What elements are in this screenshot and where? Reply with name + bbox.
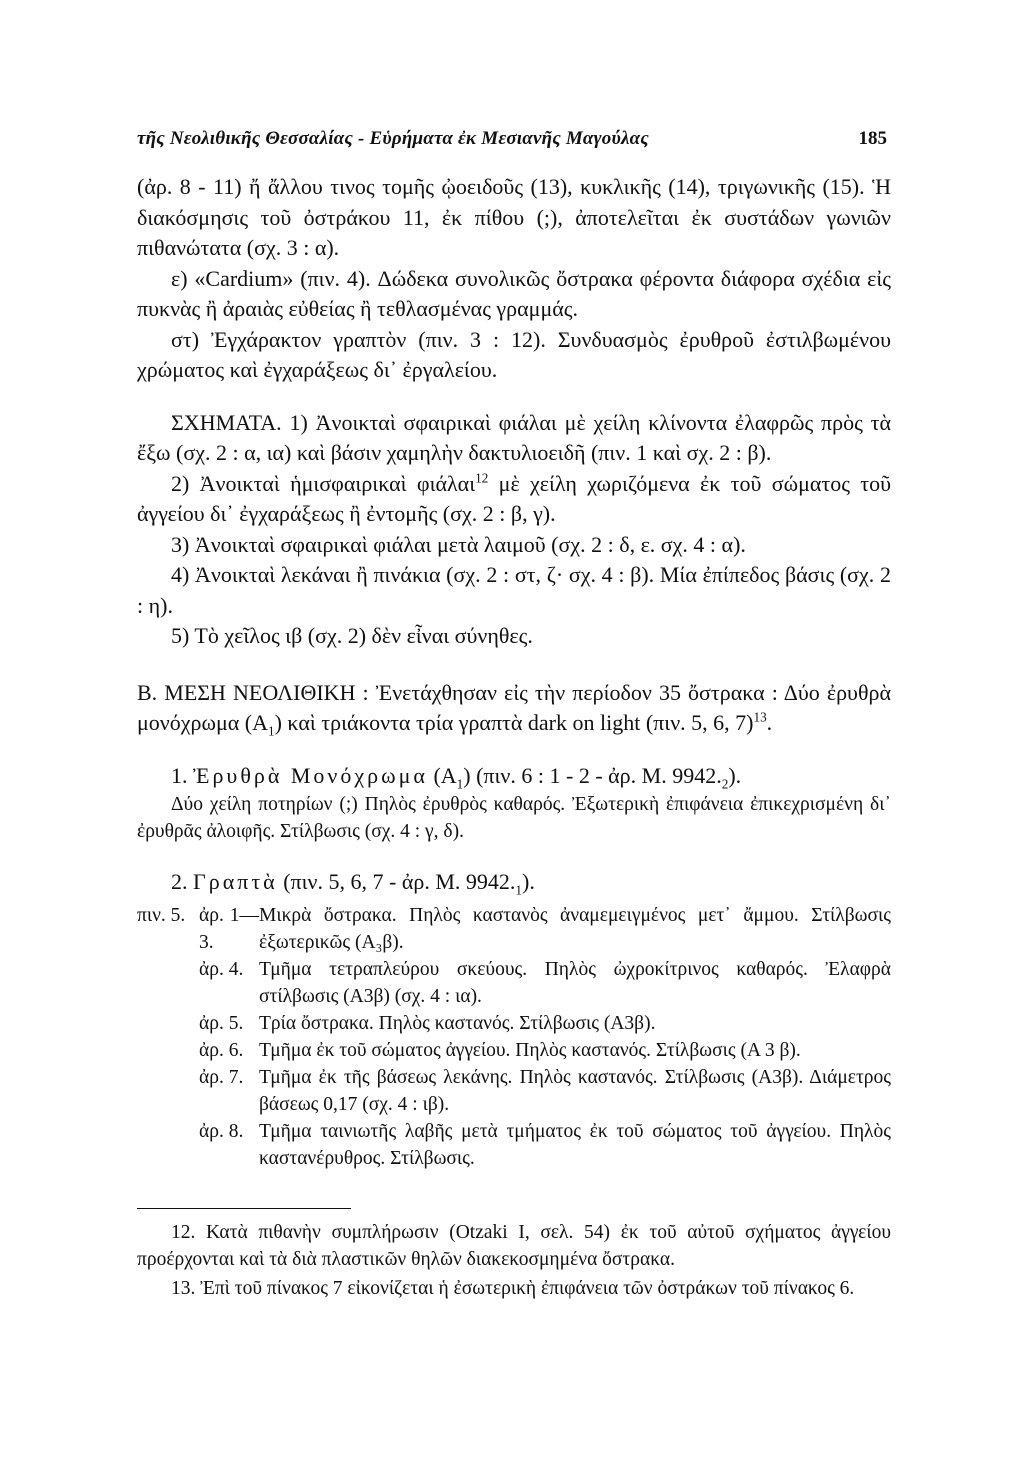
main-text: [137, 172, 891, 1304]
footnote-ref[interactable]: 13: [753, 709, 767, 725]
item-description: Τμῆμα τετραπλεύρου σκεύους. Πηλὸς ὠχροκίτρινος καθαρός. Ἐλαφρὰ στίλβωσις (A3β) (σχ. 4 : ια).: [259, 958, 891, 1007]
running-head: [137, 128, 887, 150]
item-description: Τμῆμα ἐκ τῆς βάσεως λεκάνης. Πηλὸς καστανός. Στίλβωσις (A3β). Διάμετρος βάσεως 0,17 (σχ. 4 : ιβ).: [259, 1066, 891, 1115]
subscript: 1: [456, 775, 464, 791]
paragraph: στ) Ἐγχάρακτον γραπτὸν (πιν. 3 : 12). Συνδυασμὸς ἐρυθροῦ ἐστιλβωμένου χρώματος καὶ ἐγχαράξεως δι᾽ ἐργαλείου.: [137, 326, 891, 382]
page-number: 185: [858, 128, 887, 149]
subheading: [137, 761, 891, 792]
item-number: ἀρ. 1—3.: [199, 904, 259, 953]
paragraph: 5) Τὸ χεῖλος ιβ (σχ. 2) δὲν εἶναι σύνηθες.: [171, 623, 533, 648]
text-run: μὲ χείλη χωριζόμενα ἐκ τοῦ σώματος τοῦ ἀγγείου δι᾽ ἐγχαράξεως ἢ ἐντομῆς (σχ. 2 : β, γ).: [137, 470, 892, 526]
paragraph: (ἀρ. 8 - 11) ἤ ἄλλου τινος τομῆς ᾠοειδοῦς (13), κυκλικῆς (14), τριγωνικῆς (15). Ἡ διακόσμησις τοῦ ὀστράκου 11, ἐκ πίθου (;), ἀποτελεῖται ἐκ συστάδων γωνιῶν πιθανώτατα (σχ. 3 : α).: [137, 174, 891, 260]
text-run: ) καὶ τριάκοντα τρία γραπτὰ dark on light (πιν. 5, 6, 7): [274, 710, 754, 735]
list-item: [199, 1037, 891, 1064]
text-run: 2) Ἀνοικταὶ ἡμισφαιρικαὶ φιάλαι: [171, 470, 476, 496]
plate-label: πιν. 5.: [137, 904, 186, 926]
text-run: 2.: [171, 869, 193, 894]
item-number: ἀρ. 4.: [199, 958, 244, 980]
list-item: [137, 902, 891, 956]
list-item: [199, 1010, 891, 1037]
text-run: 1.: [171, 762, 193, 788]
item-number: ἀρ. 7.: [199, 1066, 244, 1088]
spaced-title: Ἐρυθρὰ Μονόχρωμα: [193, 762, 428, 788]
item-description: Τμῆμα ἐκ τοῦ σώματος ἀγγείου. Πηλὸς καστανός. Στίλβωσις (A 3 β).: [259, 1039, 801, 1061]
footnote-divider: [137, 1208, 351, 1209]
running-title: τῆς Νεολιθικῆς Θεσσαλίας - Εὑρήματα ἐκ Μεσιανῆς Μαγούλας: [137, 128, 649, 149]
subheading: [137, 867, 891, 898]
text-run: (πιν. 5, 6, 7 - ἀρ. M. 9942.: [277, 869, 516, 894]
list-item: [199, 1118, 891, 1172]
text-run: ).: [728, 762, 742, 788]
paragraph: [137, 469, 891, 530]
text-run: ).: [522, 869, 535, 894]
text-run: B. ΜΕΣΗ ΝΕΟΛΙΘΙΚΗ : Ἐνετάχθησαν εἰς τὴν περίοδον 35 ὄστρακα : Δύο ἐρυθρὰ μονόχρωμα (A: [137, 679, 891, 735]
paragraph: ε) «Cardium» (πιν. 4). Δώδεκα συνολικῶς ὄστρακα φέροντα διάφορα σχέδια εἰς πυκνὰς ἢ ἀραιὰς εὐθείας ἢ τεθλασμένας γραμμάς.: [137, 265, 891, 321]
footnotes: [137, 1219, 891, 1302]
list-item: [199, 1064, 891, 1118]
spaced-title: Γραπτὰ: [193, 869, 278, 894]
item-number: ἀρ. 6.: [199, 1039, 244, 1061]
subscript: 1: [268, 723, 275, 739]
item-description: Τμῆμα ταινιωτῆς λαβῆς μετὰ τμήματος ἐκ τοῦ σώματος τοῦ ἀγγείου. Πηλὸς καστανέρυθρος. Στίλβωσις.: [259, 1120, 891, 1169]
catalogue-list: [137, 902, 891, 1172]
list-item: [199, 956, 891, 1010]
item-number: ἀρ. 5.: [199, 1012, 244, 1034]
text-run: (A: [427, 762, 457, 788]
item-number: ἀρ. 8.: [199, 1120, 244, 1142]
item-description: Τρία ὄστρακα. Πηλὸς καστανός. Στίλβωσις (A3β).: [259, 1012, 656, 1034]
subscript: 1: [515, 882, 522, 898]
subscript: 2: [721, 775, 729, 791]
text-run: .: [766, 710, 773, 735]
footnote: 12. Κατὰ πιθανὴν συμπλήρωσιν (Otzaki I, σελ. 54) ἐκ τοῦ αὐτοῦ σχήματος ἀγγείου προέρχονται καὶ τὰ διὰ πλαστικῶν θηλῶν διακεκοσμημένα ὄστρακα.: [137, 1221, 891, 1270]
item-description: Μικρὰ ὄστρακα. Πηλὸς καστανὸς ἀναμεμειγμένος μετ᾽ ἄμμου. Στίλβωσις ἐξωτερικῶς (A₃β).: [259, 904, 891, 953]
paragraph: 4) Ἀνοικταὶ λεκάναι ἢ πινάκια (σχ. 2 : στ, ζ· σχ. 4 : β). Μία ἐπίπεδος βάσις (σχ. 2 : η).: [137, 562, 891, 618]
paragraph: Δύο χείλη ποτηρίων (;) Πηλὸς ἐρυθρὸς καθαρός. Ἐξωτερικὴ ἐπιφάνεια ἐπικεχρισμένη δι᾽ ἐρυθρᾶς ἀλοιφῆς. Στίλβωσις (σχ. 4 : γ, δ).: [137, 794, 891, 842]
section-heading-paragraph: [137, 678, 891, 739]
paragraph: 3) Ἀνοικταὶ σφαιρικαὶ φιάλαι μετὰ λαιμοῦ (σχ. 2 : δ, ε. σχ. 4 : α).: [171, 531, 746, 557]
footnote: 13. Ἐπὶ τοῦ πίνακος 7 εἰκονίζεται ἡ ἐσωτερικὴ ἐπιφάνεια τῶν ὀστράκων τοῦ πίνακος 6.: [171, 1277, 855, 1299]
text-run: ) (πιν. 6 : 1 - 2 - ἀρ. M. 9942.: [463, 762, 722, 788]
footnote-ref[interactable]: 12: [475, 470, 489, 486]
paragraph: ΣΧΗΜΑΤΑ. 1) Ἀνοικταὶ σφαιρικαὶ φιάλαι μὲ χείλη κλίνοντα ἐλαφρῶς πρὸς τὰ ἔξω (σχ. 2 : α, ια) καὶ βάσιν χαμηλὴν δακτυλιοειδῆ (πιν. 1 καὶ σχ. 2 : β).: [137, 409, 891, 465]
